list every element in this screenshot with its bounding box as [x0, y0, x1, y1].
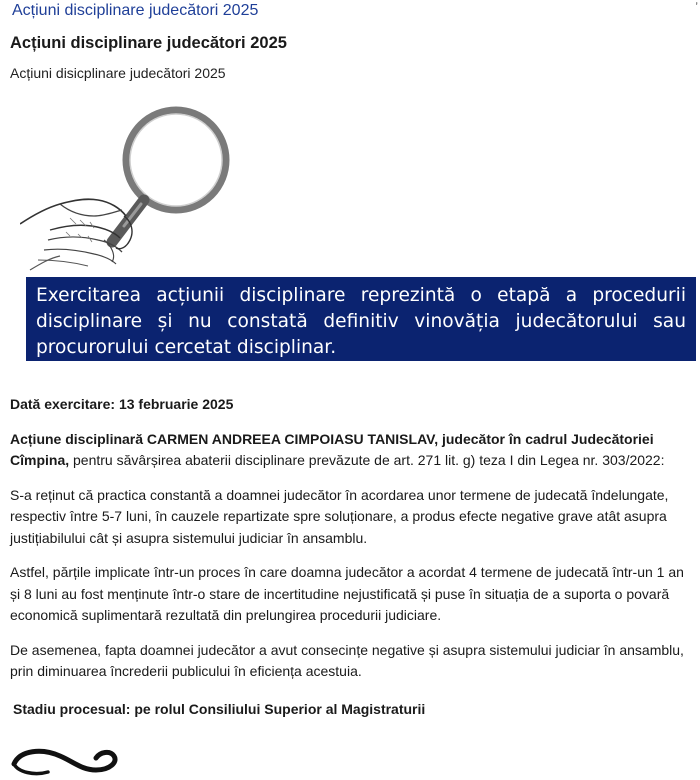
page-title: Acțiuni disciplinare judecători 2025 [10, 34, 287, 52]
paragraph-2: Astfel, părțile implicate într-un proces în care doamna judecător a acordat 4 termene de judecată într-un 1 an și 8 luni au fost menținute într-o stare de incertitudine nejustificată și puse în situația de a suporta o povară economică suplimentară rezultată din prelungirea procedurii judiciare. [10, 564, 684, 623]
swash-divider-icon [8, 742, 128, 778]
action-legal-basis: pentru săvârșirea abaterii disciplinare prevăzute de art. 271 lit. g) teza I din Legea nr. 303/2022: [69, 452, 665, 468]
action-paragraph [10, 429, 692, 472]
disclaimer-banner [26, 277, 696, 361]
corner-mark: ʼ [695, 0, 698, 14]
breadcrumb-link[interactable]: Acțiuni disciplinare judecători 2025 [12, 2, 259, 19]
disclaimer-text: Exercitarea acțiunii disciplinare reprezintă o etapă a procedurii disciplinare și nu constată definitiv vinovăția judecătorului sau procurorului cercetat disciplinar. [36, 285, 686, 358]
page-subtitle: Acțiuni disicplinare judecători 2025 [10, 65, 226, 81]
action-subject: Acțiune disciplinară CARMEN ANDREEA CIMPOIASU TANISLAV, judecător în cadrul Judecătoriei Cîmpina, [10, 430, 654, 468]
paragraph-1: S-a reținut că practica constantă a doamnei judecător în acordarea unor termene de judecată îndelungate, respectiv între 5-7 luni, în cauzele repartizate spre soluționare, a produs efecte negative grave atât asupra justițiabilului cât și asupra sistemului judiciar în ansamblu. [10, 486, 669, 546]
procedural-stage: Stadiu procesual: pe rolul Consiliului Superior al Magistraturii [13, 700, 426, 717]
exercise-date: Dată exercitare: 13 februarie 2025 [10, 396, 234, 412]
paragraph-3: De asemenea, fapta doamnei judecător a avut consecințe negative și asupra sistemului judiciar în ansamblu, prin diminuarea încrederii publicului în eficiența acestuia. [10, 641, 684, 679]
article-body [10, 394, 692, 720]
hand-holding-magnifying-glass-icon [20, 100, 230, 275]
